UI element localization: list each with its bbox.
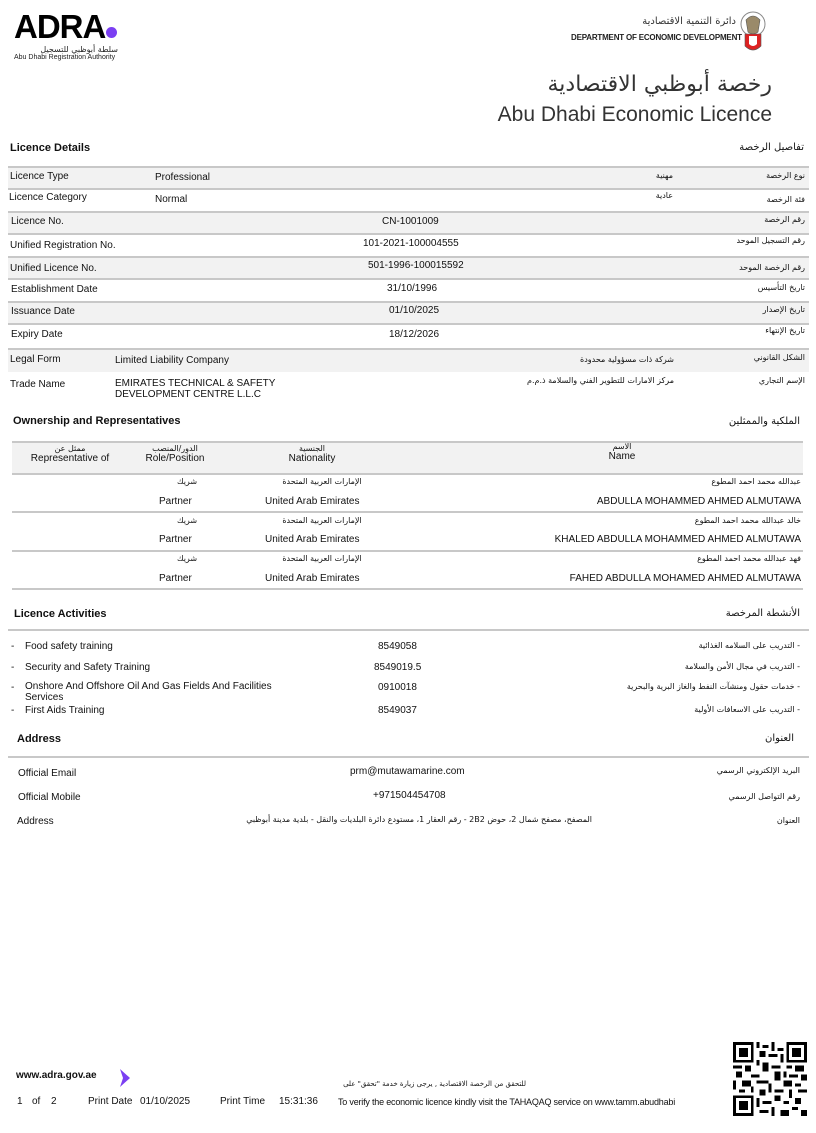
column-header-arabic: الجنسية xyxy=(298,444,326,453)
address-label: Official Mobile xyxy=(18,792,81,803)
owner-row xyxy=(12,552,803,590)
column-header-arabic: الدور/المنصب xyxy=(152,444,198,453)
address-label: Address xyxy=(17,816,54,827)
department-arabic-name: دائرة التنمية الاقتصادية xyxy=(642,16,736,27)
activity-code: 8549019.5 xyxy=(374,662,422,673)
nationality: United Arab Emirates xyxy=(265,496,360,507)
detail-value-arabic: عادية xyxy=(655,191,673,200)
detail-label-arabic: تاريخ الإنتهاء xyxy=(765,326,805,335)
detail-row-issuance-date xyxy=(8,301,809,323)
abu-dhabi-emblem-icon xyxy=(739,10,767,56)
print-date-label: Print Date xyxy=(88,1096,133,1107)
detail-label-arabic: رقم الرخصة xyxy=(764,215,805,224)
adra-logo xyxy=(14,10,117,43)
activity-name: Food safety training xyxy=(25,641,113,652)
owner-name: ABDULLA MOHAMMED AHMED ALMUTAWA xyxy=(596,496,801,507)
column-header-english: Role/Position xyxy=(145,453,205,465)
role-arabic: شريك xyxy=(176,554,198,563)
detail-label: Establishment Date xyxy=(11,284,98,295)
column-header-english: Nationality xyxy=(288,453,336,465)
detail-value: 501-1996-100015592 xyxy=(368,260,464,271)
detail-label-arabic: نوع الرخصة xyxy=(766,171,805,180)
address-label: Official Email xyxy=(18,768,77,779)
activity-code: 8549058 xyxy=(378,641,417,652)
column-header-arabic: ممثل عن xyxy=(54,444,86,453)
activities-heading-arabic: الأنشطة المرخصة xyxy=(725,608,800,619)
licence-details-heading-arabic: تفاصيل الرخصة xyxy=(739,142,804,153)
ownership-table-header xyxy=(12,441,803,475)
column-header-representative-of xyxy=(20,444,120,465)
address-heading: Address xyxy=(17,733,62,745)
detail-label: Unified Registration No. xyxy=(10,240,116,251)
detail-label: Legal Form xyxy=(10,354,61,365)
nationality: United Arab Emirates xyxy=(265,573,360,584)
print-date: 01/10/2025 xyxy=(140,1096,191,1107)
detail-row-unified-registration-no xyxy=(8,233,809,256)
nationality: United Arab Emirates xyxy=(265,534,360,545)
role: Partner xyxy=(159,534,192,545)
detail-value-arabic: مركز الامارات للتطوير الفني والسلامة ذ.م.م xyxy=(527,376,674,385)
column-header-nationality xyxy=(252,444,372,465)
licence-details-heading: Licence Details xyxy=(10,142,91,154)
detail-label: Unified Licence No. xyxy=(10,263,97,274)
detail-row-establishment-date xyxy=(8,278,809,301)
detail-label: Expiry Date xyxy=(11,329,63,340)
activity-code: 8549037 xyxy=(378,705,417,716)
activity-name: Onshore And Offshore Oil And Gas Fields And Facilities Services xyxy=(25,681,272,703)
detail-value-arabic: شركة ذات مسؤولية محدودة xyxy=(580,355,674,364)
owner-name-arabic: فهد عبدالله محمد احمد المطوع xyxy=(697,554,801,563)
activity-bullet: - xyxy=(11,662,15,673)
column-header-english: Representative of xyxy=(30,453,110,465)
owner-row xyxy=(12,475,803,513)
detail-label: Licence No. xyxy=(11,216,64,227)
activity-name-arabic: - التدريب على الاسعافات الأولية xyxy=(694,705,800,714)
column-header-role xyxy=(130,444,220,465)
adra-dot-icon xyxy=(106,27,117,38)
adra-arabic-name: سلطة أبوظبي للتسجيل xyxy=(40,45,118,54)
activity-bullet: - xyxy=(11,641,15,652)
detail-label: Issuance Date xyxy=(11,306,75,317)
official-mobile: +971504454708 xyxy=(373,790,446,801)
verify-text-arabic: للتحقق من الرخصة الاقتصادية , يرجى زيارة خدمة "تحقق" على xyxy=(343,1080,526,1088)
detail-value: 01/10/2025 xyxy=(389,305,440,316)
detail-value: Limited Liability Company xyxy=(115,355,229,366)
detail-label-arabic: الإسم التجاري xyxy=(758,376,805,385)
detail-value: CN-1001009 xyxy=(382,216,439,227)
activity-code: 0910018 xyxy=(378,682,417,693)
chevron-right-icon xyxy=(118,1068,132,1088)
owner-name: FAHED ABDULLA MOHAMED AHMED ALMUTAWA xyxy=(569,573,801,584)
owner-name-arabic: عبدالله محمد احمد المطوع xyxy=(711,477,801,486)
print-time: 15:31:36 xyxy=(279,1096,318,1107)
activity-bullet: - xyxy=(11,705,15,716)
website-link[interactable]: www.adra.gov.ae xyxy=(16,1070,97,1081)
detail-label-arabic: تاريخ الإصدار xyxy=(762,305,805,314)
document-title-english: Abu Dhabi Economic Licence xyxy=(497,103,772,126)
detail-row-trade-name xyxy=(8,372,809,406)
ownership-heading: Ownership and Representatives xyxy=(13,415,181,427)
detail-label: Trade Name xyxy=(10,379,66,390)
detail-row-licence-type xyxy=(8,166,809,188)
adra-logo-text: ADRA xyxy=(14,8,106,45)
verify-text: To verify the economic licence kindly visit the TAHAQAQ service on www.tamm.abudhabi xyxy=(338,1097,676,1107)
detail-label: Licence Type xyxy=(10,171,69,182)
detail-value: 101-2021-100004555 xyxy=(363,238,459,249)
detail-label-arabic: الشكل القانوني xyxy=(753,353,805,362)
official-email: prm@mutawamarine.com xyxy=(350,766,465,777)
detail-label-arabic: تاريخ التأسيس xyxy=(757,283,805,292)
column-header-name xyxy=(572,442,672,463)
document-title-arabic: رخصة أبوظبي الاقتصادية xyxy=(547,72,772,97)
department-english-name: DEPARTMENT OF ECONOMIC DEVELOPMENT xyxy=(571,33,742,42)
detail-label-arabic: رقم التسجيل الموحد xyxy=(736,236,805,245)
nationality-arabic: الإمارات العربية المتحدة xyxy=(282,477,362,486)
detail-row-legal-form xyxy=(8,348,809,372)
role: Partner xyxy=(159,496,192,507)
detail-label-arabic: فئة الرخصة xyxy=(766,195,805,204)
activities-divider xyxy=(8,629,809,631)
activity-name-arabic: - خدمات حقول ومنشآت النفط والغاز البرية والبحرية xyxy=(626,682,800,691)
detail-row-unified-licence-no xyxy=(8,256,809,278)
address-label-arabic: رقم التواصل الرسمي xyxy=(728,792,800,801)
qr-code xyxy=(733,1042,807,1116)
activities-heading: Licence Activities xyxy=(14,608,107,620)
detail-value: 18/12/2026 xyxy=(389,329,440,340)
trade-name-value-line1: EMIRATES TECHNICAL & SAFETY xyxy=(115,378,276,389)
owner-name-arabic: خالد عبدالله محمد احمد المطوع xyxy=(694,516,801,525)
print-time-label: Print Time xyxy=(220,1096,266,1107)
column-header-arabic: الاسم xyxy=(612,442,632,451)
detail-value: Normal xyxy=(155,194,188,205)
detail-label-arabic: رقم الرخصة الموحد xyxy=(739,263,805,272)
adra-english-name: Abu Dhabi Registration Authority xyxy=(14,54,116,61)
trade-name-value-line2: DEVELOPMENT CENTRE L.L.C xyxy=(115,389,261,400)
detail-row-licence-category xyxy=(8,188,809,211)
page-current: 1 xyxy=(17,1096,23,1107)
nationality-arabic: الإمارات العربية المتحدة xyxy=(282,554,362,563)
detail-label: Licence Category xyxy=(9,192,87,203)
detail-row-expiry-date xyxy=(8,323,809,345)
activity-name-arabic: - التدريب على السلامه الغذائية xyxy=(698,641,800,650)
role-arabic: شريك xyxy=(176,477,198,486)
role-arabic: شريك xyxy=(176,516,198,525)
detail-value: Professional xyxy=(155,172,211,183)
address-label-arabic: البريد الإلكتروني الرسمي xyxy=(716,766,800,775)
page-total: 2 xyxy=(51,1096,57,1107)
detail-value-arabic: مهنية xyxy=(655,171,673,180)
activity-bullet: - xyxy=(11,682,15,693)
address-value: المصفح، مصفح شمال 2، حوض 2B2 - رقم العقار 1، مستودع دائرة البلديات والنقل - بلدية مدينة أبوظبي xyxy=(246,815,592,824)
activity-name: Security and Safety Training xyxy=(25,662,151,673)
detail-row-licence-no xyxy=(8,211,809,233)
address-divider xyxy=(8,756,809,758)
activity-name: First Aids Training xyxy=(25,705,105,716)
owner-name: KHALED ABDULLA MOHAMMED AHMED ALMUTAWA xyxy=(554,534,801,545)
activity-name-arabic: - التدريب في مجال الأمن والسلامة xyxy=(684,662,800,671)
address-label-arabic: العنوان xyxy=(776,816,800,825)
ownership-heading-arabic: الملكية والممثلين xyxy=(728,416,800,427)
role: Partner xyxy=(159,573,192,584)
nationality-arabic: الإمارات العربية المتحدة xyxy=(282,516,362,525)
address-heading-arabic: العنوان xyxy=(765,733,794,744)
column-header-english: Name xyxy=(608,451,636,463)
page-of: of xyxy=(32,1096,41,1107)
owner-row xyxy=(12,514,803,552)
detail-value: 31/10/1996 xyxy=(387,283,438,294)
